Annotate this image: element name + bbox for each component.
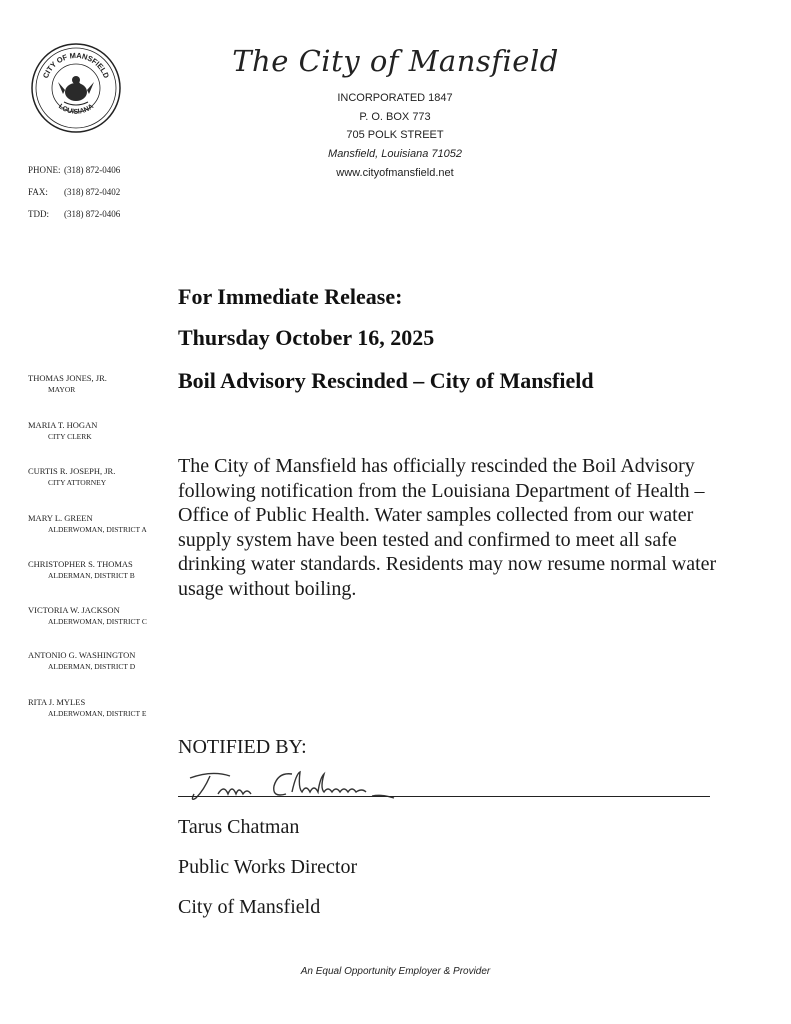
official-name: CHRISTOPHER S. THOMAS	[28, 559, 133, 569]
phone-number: (318) 872-0406	[64, 165, 121, 175]
official-name: THOMAS JONES, JR.	[28, 373, 107, 383]
official-name: MARY L. GREEN	[28, 513, 93, 523]
official-title: CITY ATTORNEY	[48, 478, 107, 487]
city-state: Mansfield, Louisiana 71052	[328, 148, 462, 160]
city-title: The City of Mansfield	[232, 44, 559, 78]
signer-organization: City of Mansfield	[178, 896, 321, 918]
official-name: CURTIS R. JOSEPH, JR.	[28, 466, 116, 476]
release-label: For Immediate Release:	[178, 284, 403, 309]
official-city-clerk	[28, 420, 97, 442]
signature-image	[182, 768, 442, 804]
tdd-line	[28, 209, 120, 219]
official-district-e	[28, 697, 146, 719]
official-title: ALDERWOMAN, DISTRICT C	[48, 617, 147, 626]
phone-line	[28, 165, 120, 175]
notified-by-label: NOTIFIED BY:	[178, 736, 307, 758]
official-title: CITY CLERK	[48, 432, 92, 441]
incorporated-text: INCORPORATED 1847	[337, 92, 453, 104]
website: www.cityofmansfield.net	[336, 167, 454, 179]
tdd-label: TDD:	[28, 209, 49, 219]
release-subject: Boil Advisory Rescinded – City of Mansfield	[178, 368, 594, 393]
footer-text: An Equal Opportunity Employer & Provider	[300, 966, 491, 977]
official-district-c	[28, 605, 147, 627]
official-title: ALDERMAN, DISTRICT B	[48, 571, 135, 580]
po-box: P. O. BOX 773	[359, 111, 431, 123]
release-body: The City of Mansfield has officially rescinded the Boil Advisory following notification from the Louisiana Department of Health – Office of Public Health. Water samples collected from our water supply system have been tested and confirmed to meet all safe drinking water standards. Residents may now resume normal water usage without boiling.	[178, 455, 717, 600]
official-district-a	[28, 513, 147, 535]
seal-top-text: CITY OF MANSFIELD	[40, 50, 112, 80]
official-mayor	[28, 373, 107, 395]
signature-line	[178, 796, 710, 797]
tdd-number: (318) 872-0406	[64, 209, 121, 219]
official-title: MAYOR	[48, 385, 76, 394]
official-district-b	[28, 559, 135, 581]
street-address: 705 POLK STREET	[346, 129, 444, 141]
official-name: RITA J. MYLES	[28, 697, 86, 707]
release-date: Thursday October 16, 2025	[178, 325, 435, 350]
signer-title: Public Works Director	[178, 856, 358, 878]
signer-name: Tarus Chatman	[178, 816, 300, 838]
official-district-d	[28, 650, 135, 672]
fax-line	[28, 187, 120, 197]
fax-number: (318) 872-0402	[64, 187, 121, 197]
official-name: ANTONIO G. WASHINGTON	[28, 650, 136, 660]
official-city-attorney	[28, 466, 115, 488]
official-title: ALDERWOMAN, DISTRICT E	[48, 709, 147, 718]
official-name: VICTORIA W. JACKSON	[28, 605, 120, 615]
official-title: ALDERMAN, DISTRICT D	[48, 662, 136, 671]
fax-label: FAX:	[28, 187, 48, 197]
official-name: MARIA T. HOGAN	[28, 420, 98, 430]
phone-label: PHONE:	[28, 165, 61, 175]
official-title: ALDERWOMAN, DISTRICT A	[48, 525, 147, 534]
seal-bottom-text: LOUISIANA	[57, 103, 95, 116]
